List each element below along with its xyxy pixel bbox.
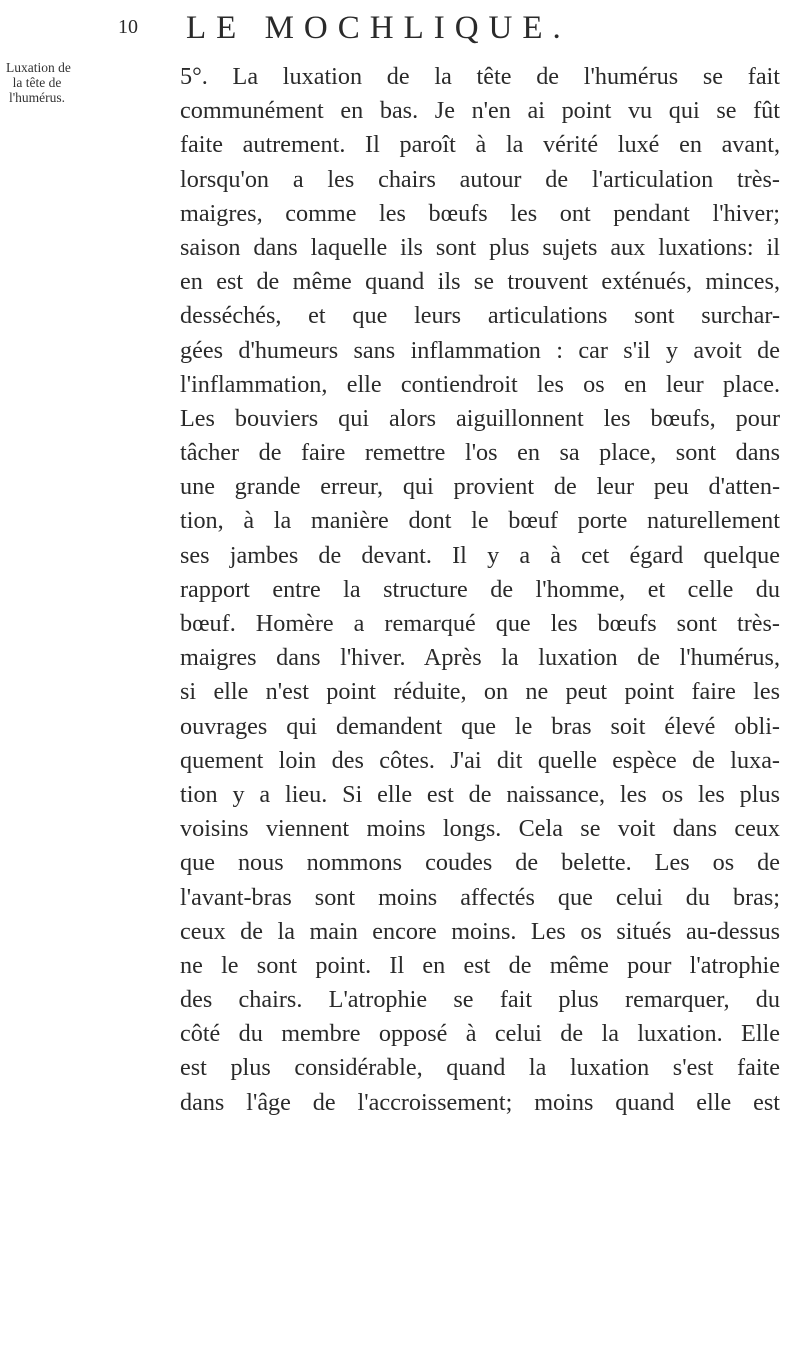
text-line: ses jambes de devant. Il y a à cet égard quelque xyxy=(180,541,780,569)
text-line: bœuf. Homère a remarqué que les bœufs sont très- xyxy=(180,610,780,637)
text-line: 5°. La luxation de la tête de l'humérus se fait xyxy=(180,63,780,90)
text-line: maigres dans l'hiver. Après la luxation de l'humérus, xyxy=(180,644,780,672)
text-line: lorsqu'on a les chairs autour de l'articulation très- xyxy=(180,165,780,193)
body-text xyxy=(180,60,780,1120)
text-line: gées d'humeurs sans inflammation : car s'il y avoit de xyxy=(180,336,780,364)
text-line: communément en bas. Je n'en ai point vu qui se fût xyxy=(180,97,780,125)
margin-note-line: Luxation de xyxy=(6,60,71,75)
text-line: en est de même quand ils se trouvent exténués, minces, xyxy=(180,268,780,296)
text-line: une grande erreur, qui provient de leur peu d'atten- xyxy=(180,473,780,501)
text-line: tâcher de faire remettre l'os en sa place, sont dans xyxy=(180,439,780,467)
text-line: ne le sont point. Il en est de même pour l'atrophie xyxy=(180,951,780,979)
text-line: saison dans laquelle ils sont plus sujets aux luxations: il xyxy=(180,233,780,261)
running-head xyxy=(118,10,778,50)
margin-note-line: la tête de xyxy=(12,75,62,90)
running-title: LE MOCHLIQUE. xyxy=(186,10,571,46)
text-line: est plus considérable, quand la luxation s'est faite xyxy=(180,1054,780,1082)
text-line: des chairs. L'atrophie se fait plus remarquer, du xyxy=(180,986,780,1014)
text-line: rapport entre la structure de l'homme, et celle du xyxy=(180,575,780,603)
text-line: que nous nommons coudes de belette. Les os de xyxy=(180,849,780,877)
margin-note xyxy=(6,60,71,105)
text-line: tion y a lieu. Si elle est de naissance, les os les plus xyxy=(180,780,780,808)
margin-note-line: l'humérus. xyxy=(8,90,66,105)
text-line: faite autrement. Il paroît à la vérité luxé en avant, xyxy=(180,131,780,159)
page-number: 10 xyxy=(118,16,138,38)
text-line: desséchés, et que leurs articulations sont surchar- xyxy=(180,302,780,330)
text-line: l'inflammation, elle contiendroit les os en leur place. xyxy=(180,370,780,398)
text-line: si elle n'est point réduite, on ne peut point faire les xyxy=(180,678,780,706)
text-line: voisins viennent moins longs. Cela se voit dans ceux xyxy=(180,815,780,843)
text-line: tion, à la manière dont le bœuf porte naturellement xyxy=(180,507,780,535)
text-line: maigres, comme les bœufs les ont pendant l'hiver; xyxy=(180,199,780,227)
text-line: l'avant-bras sont moins affectés que celui du bras; xyxy=(180,883,780,911)
text-line: dans l'âge de l'accroissement; moins quand elle est xyxy=(180,1088,780,1116)
text-line: ceux de la main encore moins. Les os situés au-dessus xyxy=(180,917,780,945)
text-line: ouvrages qui demandent que le bras soit élevé obli- xyxy=(180,712,780,740)
text-line: Les bouviers qui alors aiguillonnent les bœufs, pour xyxy=(180,404,780,432)
text-line: côté du membre opposé à celui de la luxation. Elle xyxy=(180,1020,780,1048)
text-line: quement loin des côtes. J'ai dit quelle espèce de luxa- xyxy=(180,746,780,774)
